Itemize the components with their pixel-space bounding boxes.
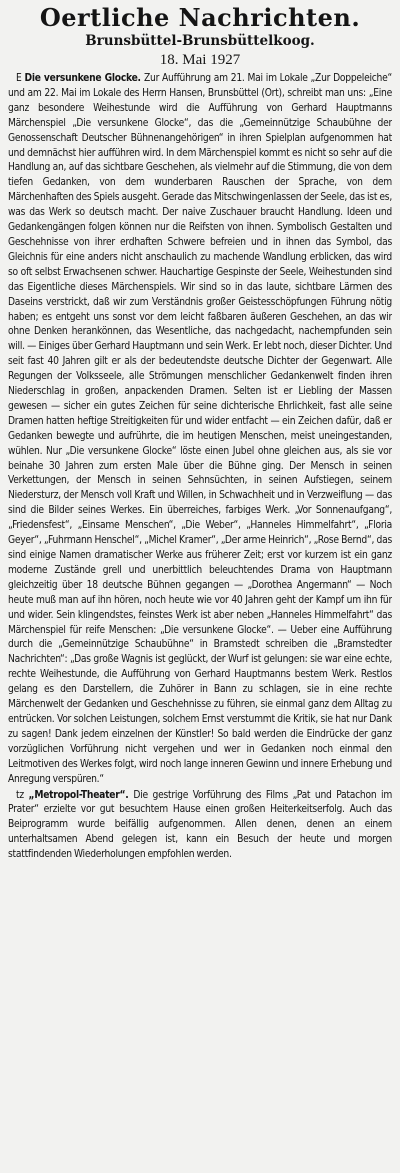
article-metropol-heading: „Metropol-Theater“. [28, 789, 134, 801]
section-subheadline: Brunsbüttel-Brunsbüttelkoog. [85, 33, 315, 49]
article-glocke [8, 72, 392, 788]
article-glocke-body: Zur Aufführung am 21. Mai im Lokale „Zur Doppeleiche“ und am 22. Mai im Lokale des Herrn Hansen, Brunsbüttel (Ort), schreibt man uns: „Eine ganz besondere Weihestunde wird die Aufführung von Gerhard Hauptmanns Märchenspiel „Die versunkene Glocke“, das die „Gemeinnützige Schaubühne der Genossenschaft Deutscher Bühnenangehörigen“ in ihren Spielplan aufgenommen hat und demnächst hier aufführen wird. In dem Märchenspiel kommt es nicht so sehr auf die Handlung an, auf das sichtbare Geschehen, als vielmehr auf die Stimmung, die von dem tiefen Gedanken, von dem wunderbaren Rauschen der Sprache, von dem Märchenhaften des Spiels ausgeht. Gerade das Mitschwingenlassen der Seele, das ist es, was das Werk so deutsch macht. Der naive Zuschauer braucht Handlung. Ideen und Gedankengängen folgen können nur die Reifsten von ihnen. Symbolisch Gestalten und Geschehnisse von ihrer erdhaften Schwere befreien und in ihnen das Symbol, das Gleichnis für eine anders nicht anschaulich zu machende Wandlung erblicken, das wird so oft selbst Erwachsenen schwer. Hauchartige Gespinste der Seele, Weihestunden sind das Eigentliche dieses Märchenspiels. Wir sind so in das laute, sichtbare Lärmen des Daseins verstrickt, daß wir zum Verständnis großer Geistesschöpfungen Führung nötig haben; es entgeht uns sonst vor dem leicht faßbaren äußeren Geschehen, an das wir ohne Denken herankönnen, das Wesentliche, das nachgedacht, nachempfunden sein will. — Einiges über Gerhard Hauptmann und sein Werk. Er lebt noch, dieser Dichter. Und seit fast 40 Jahren gilt er als der bedeutendste deutsche Dichter der Gegenwart. Alle Regungen der Volksseele, alle Strömungen menschlicher Gedankenwelt finden ihren Niederschlag in großen, anpackenden Dramen. Selten ist er Liebling der Massen gewesen — sicher ein gutes Zeichen für seine dichterische Ehrlichkeit, fast alle seine Dramen hatten heftige Streitigkeiten für und wider entfacht — ein Zeichen dafür, daß er Gedanken bewegte und aufrührte, die im heutigen Menschen, meist uneingestanden, wühlen. Nur „Die versunkene Glocke“ löste einen Jubel ohne gleichen aus, als sie vor beinahe 30 Jahren zum ersten Male über die Bühne ging. Der Mensch in seinen Verkettungen, der Mensch in seinen Sehnsüchten, in seinen Aufstiegen, seinem Niedersturz, der Mensch voll Kraft und Willen, in Schwachheit und in Verzweiflung — das sind die Bilder seines Werkes. Ein überreiches, farbiges Werk. „Vor Sonnenaufgang“, „Friedensfest“, „Einsame Menschen“, „Die Weber“, „Hanneles Himmelfahrt“, „Floria Geyer“, „Fuhrmann Henschel“, „Michel Kramer“, „Der arme Heinrich“, „Rose Bernd“, das sind einige Namen dramatischer Werke aus früherer Zeit; erst vor kurzem ist ein ganz moderne Zustände grell und unerbittlich beleuchtendes Drama von Hauptmann gleichzeitig über 18 deutsche Bühnen gegangen — „Dorothea Angermann“ — Noch heute muß man auf ihn hören, noch heute wie vor 40 Jahren geht der Kampf um ihn für und wider. Sein klingendstes, feinstes Werk ist aber neben „Hanneles Himmelfahrt“ das Märchenspiel für reife Menschen: „Die versunkene Glocke“. — Ueber eine Aufführung durch die „Gemeinnützige Schaubühne“ in Bramstedt schreiben die „Bramstedter Nachrichten“: „Das große Wagnis ist geglückt, der Wurf ist gelungen: sie war eine echte, rechte Weihestunde, die Aufführung von Gerhard Hauptmanns bestem Werk. Restlos gelang es den Darstellern, die Zuhörer in Bann zu schlagen, sie in eine rechte Märchenwelt der Gedanken und Geschehnisse zu führen, sie einmal ganz dem Alltag zu entrücken. Vor solchen Leistungen, solchem Ernst verstummt die Kritik, sie hat nur Dank zu sagen! Dank jedem einzelnen der Künstler! So bald werden die Eindrücke der ganz vorzüglichen Vorführung nicht vergehen und wer in Gedanken noch einmal den Leitmotiven des Werkes folgt, wird noch lange inneren Gewinn und innere Erhebung und Anregung verspüren.“ [8, 73, 392, 785]
dateline: 18. Mai 1927 [159, 52, 241, 68]
section-headline: Oertliche Nachrichten. [39, 4, 361, 32]
article-metropol-marker: tz [16, 789, 29, 801]
article-glocke-heading: Die versunkene Glocke. [24, 73, 144, 84]
article-metropol-body: Die gestrige Vorführung des Films „Pat und Patachon im Prater“ erzielte vor gut besuchtem Hause einen großen Heiterkeitserfolg. Auch das Beiprogramm wurde beifällig aufgenommen. Allen denen, denen an einem unterhaltsamen Abend gelegen ist, kann ein Besuch der heute und morgen stattfindenden Wiederholungen empfohlen werden. [8, 789, 392, 861]
article-column [8, 72, 392, 863]
article-metropol [8, 789, 392, 864]
newspaper-clipping [8, 4, 392, 1168]
article-glocke-marker: E [16, 73, 25, 84]
